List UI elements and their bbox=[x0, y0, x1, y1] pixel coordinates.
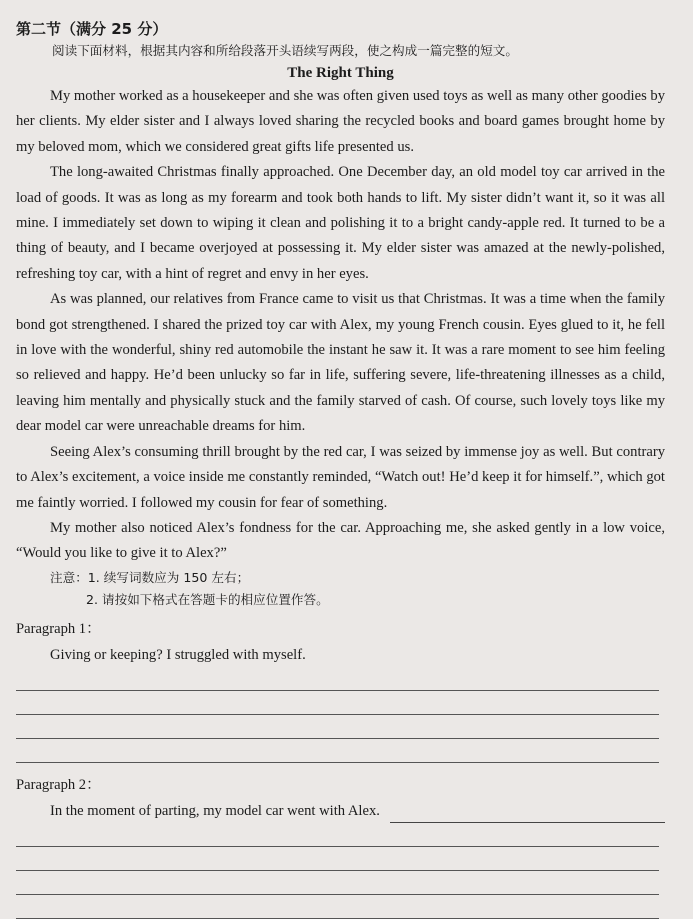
paragraph-1-label: Paragraph 1： bbox=[16, 620, 101, 637]
answer-paragraph-1 bbox=[16, 617, 665, 763]
paragraph-1-starter bbox=[16, 643, 665, 667]
writing-line[interactable] bbox=[16, 847, 659, 871]
note-word-count: 注意：1. 续写词数应为 150 左右； bbox=[50, 569, 250, 585]
story-body bbox=[16, 84, 665, 567]
story-title: The Right Thing bbox=[287, 65, 394, 81]
writing-line[interactable] bbox=[16, 895, 659, 919]
paragraph-1-lines bbox=[16, 667, 665, 763]
writing-line[interactable] bbox=[16, 823, 659, 847]
paragraph-2-starter bbox=[16, 799, 665, 823]
story-paragraph: Seeing Alex’s consuming thrill brought by the red car, I was seized by immense joy as well. But contrary to Alex’s excitement, a voice inside me constantly reminded, “Watch out! He’d keep it for himself.”, which got me faintly worried. I followed my cousin for fear of something. bbox=[16, 443, 665, 511]
paragraph-2-lines bbox=[16, 823, 665, 919]
note-answer-format: 2. 请按如下格式在答题卡的相应位置作答。 bbox=[86, 591, 329, 607]
section-heading: 第二节（满分 25 分） bbox=[16, 20, 168, 38]
story-paragraph: The long-awaited Christmas finally approached. One December day, an old model toy car arrived in the load of goods. It was as long as my forearm and took both hands to lift. My sister didn’t want it, so it was all mine. I immediately set down to wiping it clean and polishing it to a bright candy-apple red. It turned to be a thing of beauty, and I became overjoyed at possessing it. My elder sister was amazed at the newly-polished, refreshing toy car, with a hint of regret and envy in her eyes. bbox=[16, 164, 665, 282]
writing-line[interactable] bbox=[16, 739, 659, 763]
writing-line[interactable] bbox=[16, 691, 659, 715]
paragraph-2-label: Paragraph 2： bbox=[16, 776, 101, 793]
writing-line[interactable] bbox=[16, 871, 659, 895]
paragraph-2-starter-text: In the moment of parting, my model car went with Alex. bbox=[50, 802, 380, 819]
section-instruction: 阅读下面材料，根据其内容和所给段落开头语续写两段，使之构成一篇完整的短文。 bbox=[52, 43, 518, 58]
answer-paragraph-2 bbox=[16, 773, 665, 919]
story-paragraph: As was planned, our relatives from France came to visit us that Christmas. It was a time when the family bond got strengthened. I shared the prized toy car with Alex, my young French cousin. Eyes glued to it, he fell in love with the wonderful, shiny red automobile the instant he saw it. It was a rare moment to see him feeling so relieved and happy. He’d been unlucky so far in life, suffering severe, life-threatening illnesses as a child, leaving him mentally and physically stuck and the family starved of cash. Of course, such lovely toys like my dear model car were unreachable dreams for him. bbox=[16, 291, 665, 435]
writing-notes bbox=[16, 567, 665, 611]
paragraph-1-starter-text: Giving or keeping? I struggled with myself. bbox=[50, 646, 306, 663]
story-paragraph: My mother also noticed Alex’s fondness for the car. Approaching me, she asked gently in a low voice, “Would you like to give it to Alex?” bbox=[16, 519, 665, 562]
writing-line[interactable] bbox=[16, 667, 659, 691]
starter-fill-line[interactable] bbox=[390, 806, 665, 823]
writing-line[interactable] bbox=[16, 715, 659, 739]
story-paragraph: My mother worked as a housekeeper and she was often given used toys as well as many other goodies by her clients. My elder sister and I always loved sharing the recycled books and board games brought home by my beloved mom, which we considered great gifts life presented us. bbox=[16, 88, 665, 155]
